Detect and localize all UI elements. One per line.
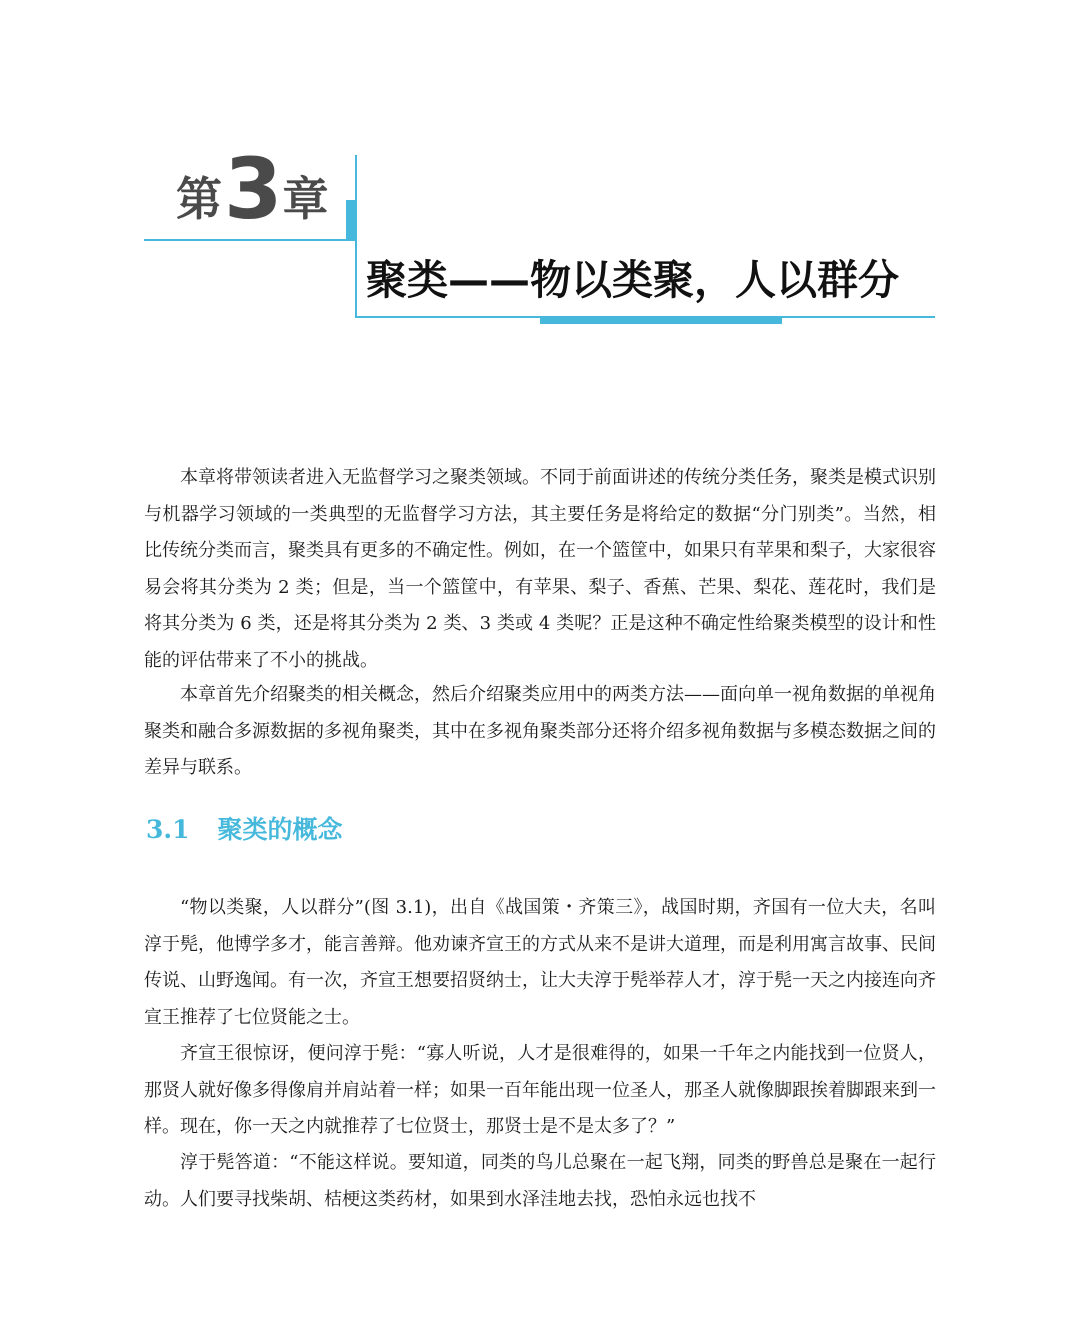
section-heading xyxy=(146,814,343,847)
chapter-title: 聚类——物以类聚，人以群分 xyxy=(366,256,899,304)
section-paragraph-3: 淳于髡答道：“不能这样说。要知道，同类的鸟儿总聚在一起飞翔，同类的野兽总是聚在一起行动。人们要寻找柴胡、桔梗这类药材，如果到水泽洼地去找，恐怕永远也找不 xyxy=(144,1152,936,1210)
heading-rule-top-accent xyxy=(346,200,355,241)
section-number: 3.1 xyxy=(146,815,190,844)
heading-rule-top xyxy=(144,239,356,241)
chapter-suffix: 章 xyxy=(282,172,329,226)
section-paragraph-1: “物以类聚，人以群分”(图 3.1)，出自《战国策・齐策三》，战国时期，齐国有一位大夫，名叫淳于髡，他博学多才，能言善辩。他劝谏齐宣王的方式从来不是讲大道理，而是利用寓言故事、民间传说、山野逸闻。有一次，齐宣王想要招贤纳士，让大夫淳于髡举荐人才，淳于髡一天之内接连向齐宣王推荐了七位贤能之士。 xyxy=(144,897,936,1028)
section-paragraph-2: 齐宣王很惊讶，便问淳于髡：“寡人听说，人才是很难得的，如果一千年之内能找到一位贤人，那贤人就好像多得像肩并肩站着一样；如果一百年能出现一位圣人，那圣人就像脚跟挨着脚跟来到一样。现在，你一天之内就推荐了七位贤士，那贤士是不是太多了？” xyxy=(144,1043,936,1137)
heading-rule-bottom-accent xyxy=(540,316,782,324)
chapter-number: 3 xyxy=(224,139,281,238)
section-title: 聚类的概念 xyxy=(217,815,343,844)
intro-paragraph-1: 本章将带领读者进入无监督学习之聚类领域。不同于前面讲述的传统分类任务，聚类是模式识别与机器学习领域的一类典型的无监督学习方法，其主要任务是将给定的数据“分门别类”。当然，相比传统分类而言，聚类具有更多的不确定性。例如，在一个篮筐中，如果只有苹果和梨子，大家很容易会将其分类为 2 类；但是，当一个篮筐中，有苹果、梨子、香蕉、芒果、梨花、莲花时，我们是将其分类为 6 类，还是将其分类为 2 类、3 类或 4 类呢？正是这种不确定性给聚类模型的设计和性能的评估带来了不小的挑战。 xyxy=(144,467,936,671)
heading-rule-vertical xyxy=(355,155,357,318)
chapter-label xyxy=(176,139,329,238)
intro-paragraph-2: 本章首先介绍聚类的相关概念，然后介绍聚类应用中的两类方法——面向单一视角数据的单视角聚类和融合多源数据的多视角聚类，其中在多视角聚类部分还将介绍多视角数据与多模态数据之间的差异与联系。 xyxy=(144,684,936,778)
chapter-prefix: 第 xyxy=(176,172,222,226)
